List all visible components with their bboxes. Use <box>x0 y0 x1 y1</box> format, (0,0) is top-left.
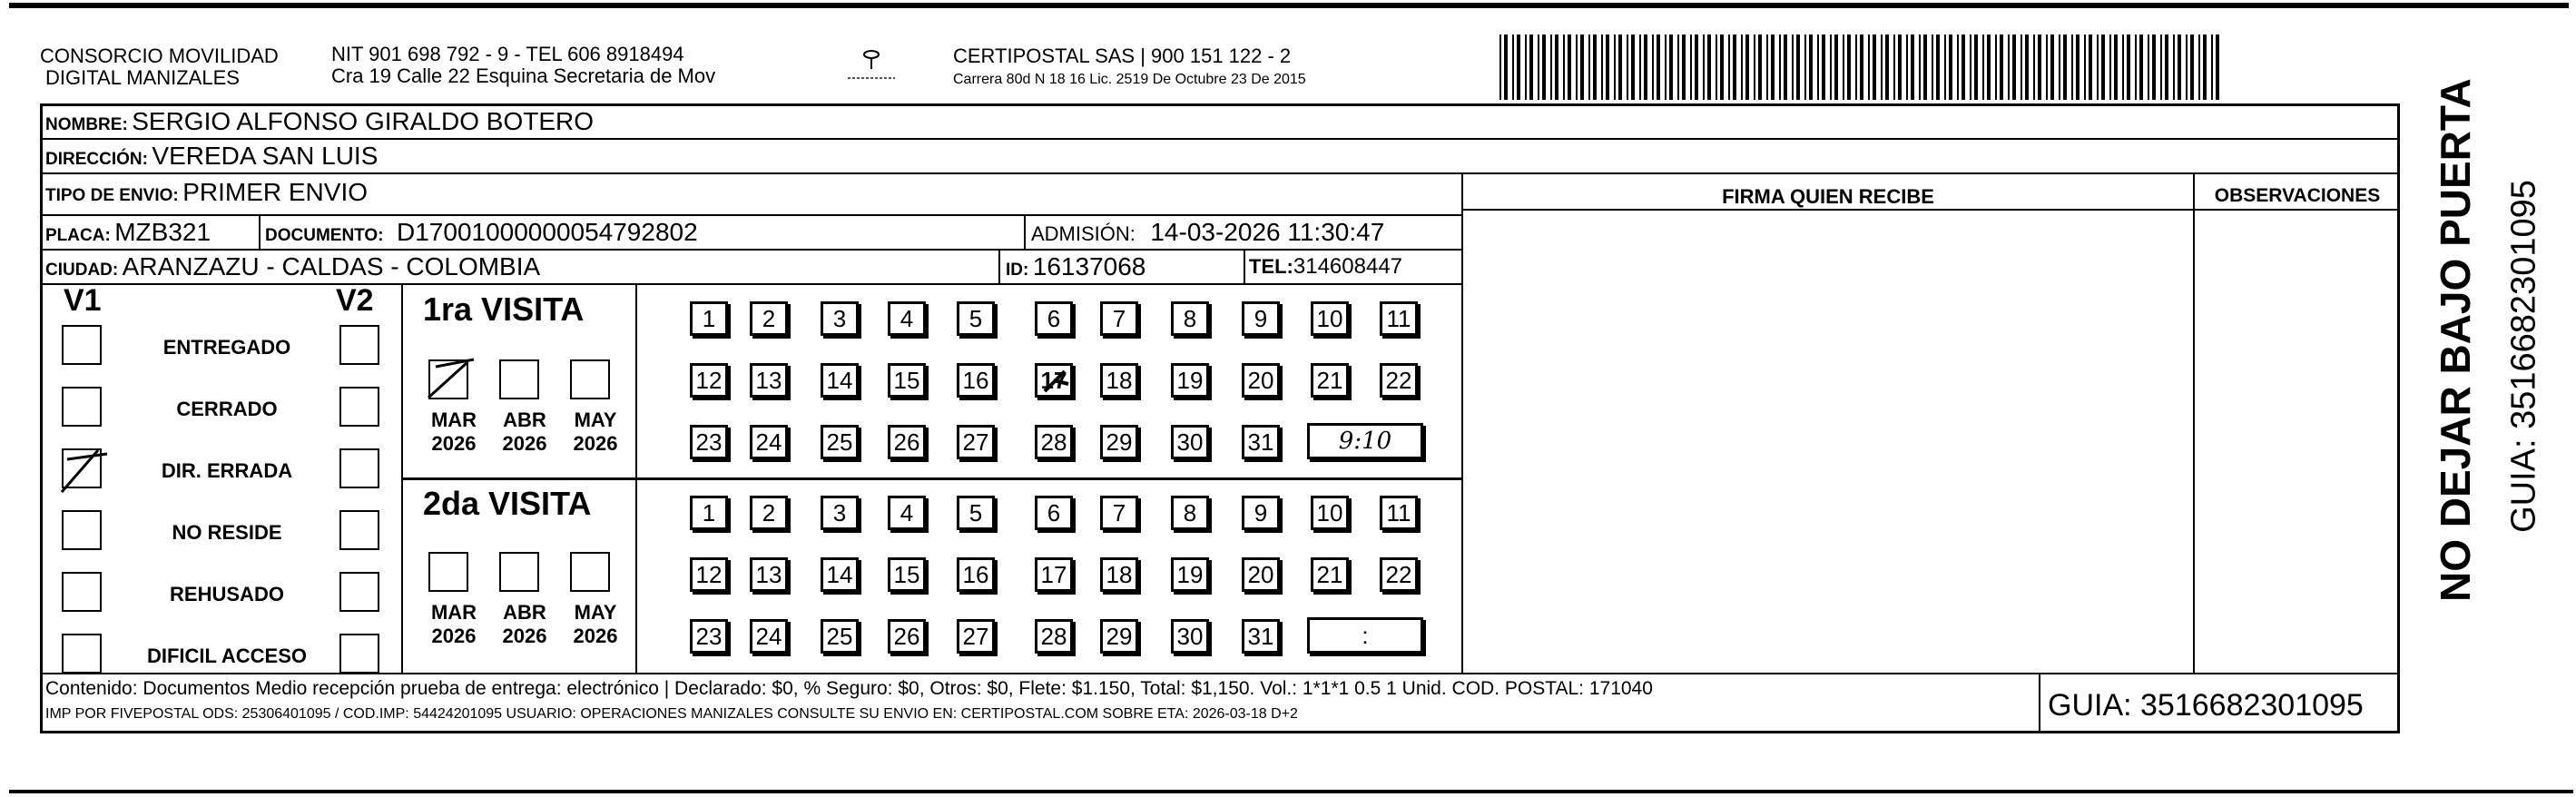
month-checkbox[interactable] <box>499 359 539 399</box>
company-line1: CONSORCIO MOVILIDAD <box>40 44 279 67</box>
day-box[interactable]: 7 <box>1100 301 1138 336</box>
day-box[interactable]: 10 <box>1311 301 1349 336</box>
month-checkbox[interactable] <box>428 552 468 592</box>
day-box[interactable]: 21 <box>1311 363 1349 398</box>
day-box[interactable]: 22 <box>1380 363 1418 398</box>
day-box[interactable]: 25 <box>821 425 859 459</box>
bottom-edge-line <box>9 790 2573 793</box>
day-box[interactable]: 23 <box>690 425 728 459</box>
direccion-value: VEREDA SAN LUIS <box>152 142 379 170</box>
nombre-row <box>45 107 594 136</box>
v1-checkbox[interactable] <box>62 325 102 365</box>
v2-checkbox[interactable] <box>339 634 379 674</box>
day-box[interactable]: 2 <box>750 496 788 530</box>
day-box[interactable]: 31 <box>1242 619 1280 654</box>
day-box[interactable]: 5 <box>957 496 995 530</box>
admision-label: ADMISIÓN: <box>1031 222 1136 245</box>
company-name <box>40 45 279 89</box>
day-box[interactable]: 1 <box>690 496 728 530</box>
status-label: DIR. ERRADA <box>161 459 293 482</box>
day-box[interactable]: 6 <box>1035 496 1073 530</box>
day-box[interactable]: 22 <box>1380 557 1418 592</box>
day-box[interactable]: 1 <box>690 301 728 336</box>
month-checkbox[interactable] <box>499 552 539 592</box>
row-line <box>40 214 1463 216</box>
day-box[interactable]: 3 <box>821 496 859 530</box>
day-box[interactable]: 25 <box>821 619 859 654</box>
contenido-text: Contenido: Documentos Medio recepción prueba de entrega: electrónico | Declarado: $0, % Seguro: $0, Otros: $0, Flete: $1.150, Total: $1,150. Vol.: 1*1*1 0.5 1 Unid. COD. POSTAL: 171040 <box>45 678 1653 699</box>
guia-vertical-text: GUIA: 3516682301095 <box>2504 180 2543 533</box>
certipostal-logo <box>844 47 899 85</box>
day-box[interactable]: 19 <box>1171 557 1209 592</box>
vertical-notice <box>2405 78 2543 650</box>
day-box[interactable]: 4 <box>888 301 926 336</box>
day-box[interactable]: 6 <box>1035 301 1073 336</box>
col-line <box>2193 209 2400 211</box>
cell-divider <box>998 249 1000 283</box>
placa-label: PLACA: <box>45 226 111 245</box>
certipostal-info <box>953 45 1306 91</box>
col-line <box>1461 172 1463 673</box>
direccion-row <box>45 142 378 171</box>
day-box[interactable]: 10 <box>1311 496 1349 530</box>
row-line <box>40 172 2400 174</box>
day-box[interactable]: 17 <box>1035 557 1073 592</box>
id-label: ID: <box>1006 261 1029 280</box>
day-box[interactable]: 20 <box>1242 557 1280 592</box>
month-label: ABR 2026 <box>502 408 547 455</box>
day-box[interactable]: 7 <box>1100 496 1138 530</box>
day-box[interactable]: 15 <box>888 363 926 398</box>
day-box[interactable]: 27 <box>957 425 995 459</box>
day-box[interactable]: 17 <box>1035 363 1073 398</box>
documento-cell <box>265 218 698 247</box>
day-box[interactable]: 3 <box>821 301 859 336</box>
admision-cell <box>1031 218 1384 247</box>
day-box[interactable]: 12 <box>690 557 728 592</box>
day-box[interactable]: 28 <box>1035 619 1073 654</box>
day-box[interactable]: 24 <box>750 425 788 459</box>
second-visit-title: 2da VISITA <box>423 485 592 522</box>
cell-divider <box>1024 214 1026 249</box>
id-cell <box>1006 252 1145 281</box>
tipo-row <box>45 178 368 207</box>
day-box[interactable]: 21 <box>1311 557 1349 592</box>
top-edge-line <box>9 3 2569 8</box>
month-checkbox[interactable] <box>570 552 610 592</box>
row-line <box>40 138 2400 140</box>
day-box[interactable]: 23 <box>690 619 728 654</box>
day-box[interactable]: 8 <box>1171 301 1209 336</box>
day-box[interactable]: 30 <box>1171 425 1209 459</box>
documento-value: D17001000000054792802 <box>397 218 698 246</box>
nit-line: NIT 901 698 792 - 9 - TEL 606 8918494 <box>331 43 684 65</box>
documento-label: DOCUMENTO: <box>265 226 384 245</box>
col-line <box>2193 172 2195 673</box>
day-box[interactable]: 20 <box>1242 363 1280 398</box>
day-box[interactable]: 30 <box>1171 619 1209 654</box>
v2-checkbox[interactable] <box>339 572 379 612</box>
address-line: Cra 19 Calle 22 Esquina Secretaria de Mov <box>331 64 716 87</box>
tipo-value: PRIMER ENVIO <box>182 178 369 206</box>
company-contact <box>331 44 715 87</box>
tel-cell <box>1249 254 1402 280</box>
status-label: NO RESIDE <box>172 521 282 544</box>
day-box[interactable]: 4 <box>888 496 926 530</box>
v1-checkbox[interactable] <box>62 634 102 674</box>
day-box[interactable]: 13 <box>750 363 788 398</box>
direccion-label: DIRECCIÓN: <box>45 150 148 169</box>
col-line <box>2039 673 2040 733</box>
nombre-label: NOMBRE: <box>45 115 128 134</box>
ciudad-label: CIUDAD: <box>45 261 119 280</box>
no-dejar-text: NO DEJAR BAJO PUERTA <box>2432 78 2479 602</box>
barcode <box>1499 34 2221 100</box>
v2-checkbox[interactable] <box>339 510 379 550</box>
tipo-label: TIPO DE ENVIO: <box>45 186 179 205</box>
day-box[interactable]: 16 <box>957 363 995 398</box>
day-box[interactable]: 9 <box>1242 301 1280 336</box>
day-box[interactable]: 18 <box>1100 363 1138 398</box>
status-label: DIFICIL ACCESO <box>146 644 307 667</box>
day-box[interactable]: 27 <box>957 619 995 654</box>
tel-label: TEL: <box>1249 255 1293 278</box>
day-box[interactable]: 5 <box>957 301 995 336</box>
day-box[interactable]: 31 <box>1242 425 1280 459</box>
month-label: MAR 2026 <box>430 408 477 455</box>
day-box[interactable]: 29 <box>1100 619 1138 654</box>
certi-line1: CERTIPOSTAL SAS | 900 151 122 - 2 <box>953 44 1292 67</box>
placa-row <box>45 218 211 247</box>
v1-label: V1 <box>64 283 102 318</box>
v2-checkbox[interactable] <box>339 325 379 365</box>
footer-guia: GUIA: 3516682301095 <box>2048 688 2364 723</box>
day-box[interactable]: 11 <box>1380 301 1418 336</box>
day-box[interactable]: 24 <box>750 619 788 654</box>
ciudad-row <box>45 252 540 281</box>
day-box[interactable]: 18 <box>1100 557 1138 592</box>
day-box[interactable]: 29 <box>1100 425 1138 459</box>
day-box[interactable]: 26 <box>888 619 926 654</box>
v2-checkbox[interactable] <box>339 387 379 427</box>
month-checkbox[interactable] <box>570 359 610 399</box>
id-value: 16137068 <box>1032 252 1146 280</box>
month-label: ABR 2026 <box>502 601 547 647</box>
col-line <box>1461 209 2193 211</box>
day-box[interactable]: 13 <box>750 557 788 592</box>
v1-checkbox[interactable] <box>62 572 102 612</box>
day-box[interactable]: 8 <box>1171 496 1209 530</box>
row-line <box>40 249 1463 251</box>
v1-checkbox[interactable] <box>62 387 102 427</box>
firma-label: FIRMA QUIEN RECIBE <box>1722 185 1934 208</box>
tel-value: 314608447 <box>1293 254 1403 279</box>
status-label: REHUSADO <box>170 583 284 605</box>
nombre-value: SERGIO ALFONSO GIRALDO BOTERO <box>132 107 595 135</box>
placa-value: MZB321 <box>114 218 211 246</box>
time-field[interactable]: : <box>1307 617 1423 654</box>
month-checkbox[interactable] <box>428 359 468 399</box>
row-line <box>40 673 2400 674</box>
ciudad-value: ARANZAZU - CALDAS - COLOMBIA <box>122 252 541 280</box>
time-field[interactable]: 9:10 <box>1307 423 1423 459</box>
first-visit-title: 1ra VISITA <box>423 290 585 328</box>
company-line2: DIGITAL MANIZALES <box>45 66 240 89</box>
status-label: CERRADO <box>176 398 278 420</box>
day-box[interactable]: 26 <box>888 425 926 459</box>
v1-checkbox[interactable] <box>62 448 102 488</box>
month-label: MAR 2026 <box>430 601 477 647</box>
imp-text: IMP POR FIVEPOSTAL ODS: 25306401095 / COD.IMP: 54424201095 USUARIO: OPERACIONES MANIZALES CONSULTE SU ENVIO EN: CERTIPOSTAL.COM SOBRE ETA: 2026-03-18 D+2 <box>45 706 1298 722</box>
month-label: MAY 2026 <box>573 601 618 647</box>
day-box[interactable]: 11 <box>1380 496 1418 530</box>
day-box[interactable]: 2 <box>750 301 788 336</box>
cell-divider <box>259 214 261 249</box>
day-box[interactable]: 15 <box>888 557 926 592</box>
v1-checkbox[interactable] <box>62 510 102 550</box>
v2-checkbox[interactable] <box>339 448 379 488</box>
day-box[interactable]: 12 <box>690 363 728 398</box>
day-box[interactable]: 16 <box>957 557 995 592</box>
row-line <box>401 477 1461 480</box>
admision-value: 14-03-2026 11:30:47 <box>1150 218 1385 246</box>
month-label: MAY 2026 <box>573 408 618 455</box>
day-box[interactable]: 14 <box>821 557 859 592</box>
day-box[interactable]: 14 <box>821 363 859 398</box>
certi-line2: Carrera 80d N 18 16 Lic. 2519 De Octubre 23 De 2015 <box>953 72 1306 87</box>
cell-divider <box>1244 249 1245 283</box>
day-box[interactable]: 28 <box>1035 425 1073 459</box>
status-label: ENTREGADO <box>162 336 291 359</box>
day-box[interactable]: 19 <box>1171 363 1209 398</box>
row-line <box>40 283 1463 285</box>
day-box[interactable]: 9 <box>1242 496 1280 530</box>
v2-label: V2 <box>336 283 374 318</box>
observaciones-label: OBSERVACIONES <box>2214 185 2381 206</box>
